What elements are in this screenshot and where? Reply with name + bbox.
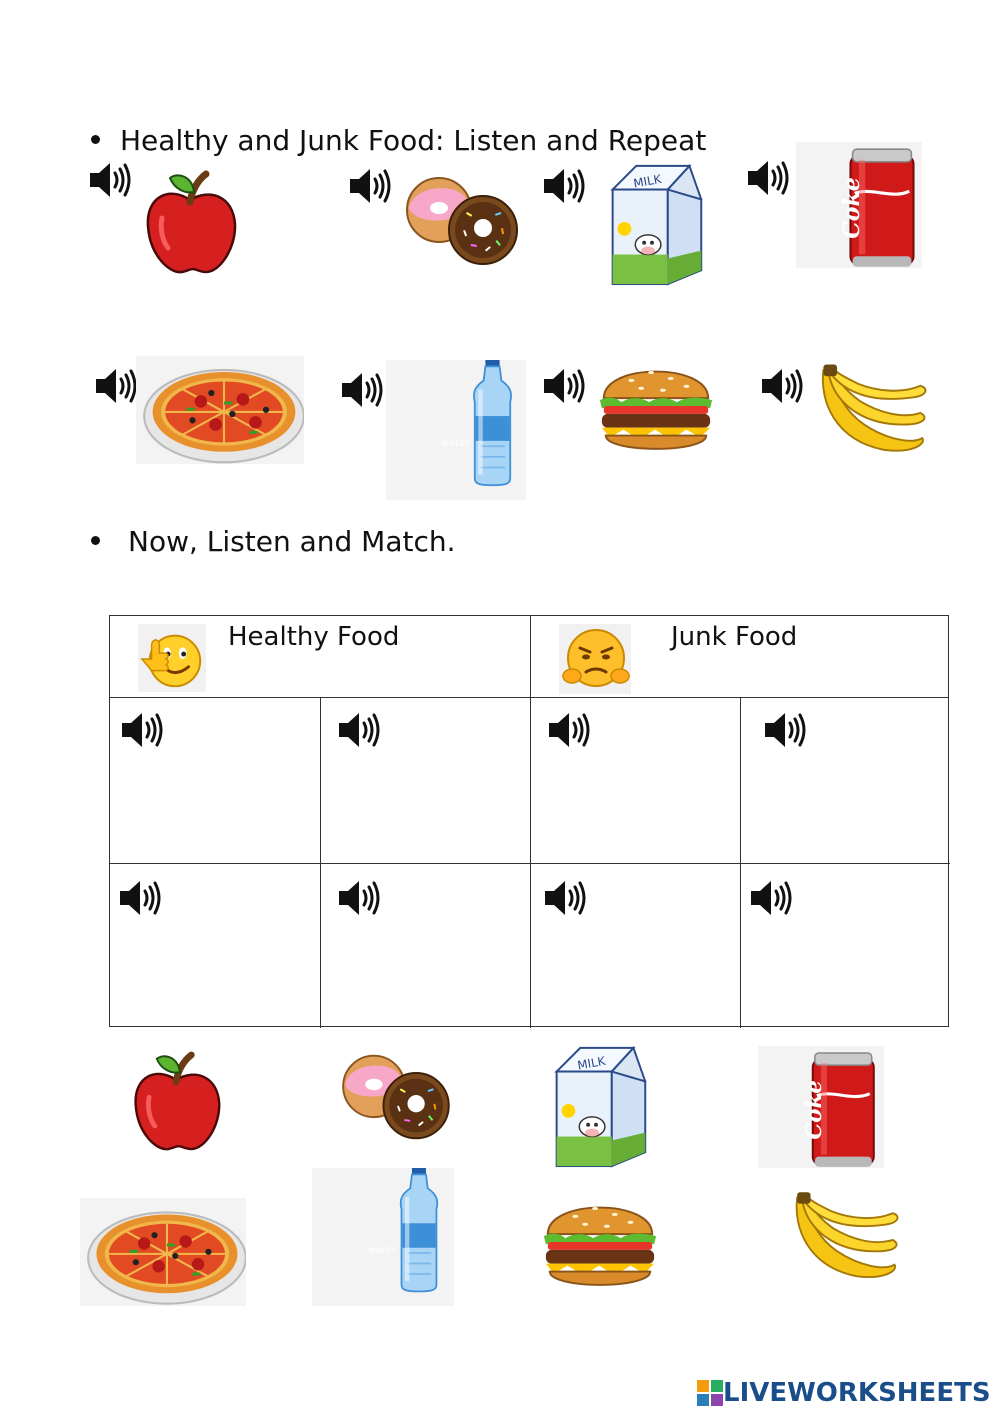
instruction-listen-match: [91, 525, 456, 559]
coke-label: Coke: [802, 1080, 827, 1140]
donuts-image: [400, 170, 522, 270]
coke-can-draggable[interactable]: [758, 1046, 884, 1168]
speaker-icon[interactable]: [542, 366, 588, 406]
healthy-food-label: Healthy Food: [228, 622, 400, 652]
speaker-icon[interactable]: [763, 710, 809, 750]
water-bottle-draggable[interactable]: [312, 1168, 454, 1306]
water-bottle-image: [386, 360, 526, 500]
junk-food-header: [530, 616, 950, 698]
speaker-icon[interactable]: [542, 166, 588, 206]
speaker-icon[interactable]: [337, 710, 383, 750]
donuts-draggable[interactable]: [336, 1048, 454, 1144]
pizza-image: [136, 356, 304, 464]
drop-cell[interactable]: [110, 863, 320, 1028]
water-label: water: [440, 438, 470, 449]
healthy-food-header: [110, 616, 530, 698]
apple-draggable[interactable]: [128, 1046, 224, 1158]
milk-carton-image: [598, 160, 708, 288]
junk-food-label: Junk Food: [671, 622, 798, 652]
milk-label: MILK: [632, 171, 663, 191]
speaker-icon[interactable]: [543, 878, 589, 918]
drop-cell[interactable]: [530, 698, 740, 863]
drop-cell[interactable]: [530, 863, 740, 1028]
drop-cell[interactable]: [320, 698, 530, 863]
speaker-icon[interactable]: [94, 366, 140, 406]
bananas-draggable[interactable]: [780, 1190, 904, 1286]
bullet-dot: [91, 135, 100, 144]
drop-cell[interactable]: [320, 863, 530, 1028]
speaker-icon[interactable]: [746, 158, 792, 198]
bananas-image: [806, 362, 932, 460]
burger-image: [592, 352, 720, 462]
coke-label: Coke: [839, 177, 865, 239]
speaker-icon[interactable]: [120, 710, 166, 750]
pizza-draggable[interactable]: [80, 1198, 246, 1306]
speaker-icon[interactable]: [760, 366, 806, 406]
instruction-text: Healthy and Junk Food: Listen and Repeat: [120, 124, 707, 157]
annoyed-emoji-icon: [559, 624, 631, 694]
apple-image: [140, 168, 240, 278]
coke-can-image: [796, 142, 922, 268]
drop-cell[interactable]: [110, 698, 320, 863]
liveworksheets-logo-icon: [697, 1380, 723, 1406]
liveworksheets-logo: [697, 1377, 991, 1409]
speaker-icon[interactable]: [348, 166, 394, 206]
speaker-icon[interactable]: [340, 370, 386, 410]
drop-cell[interactable]: [740, 863, 950, 1028]
water-label: water: [367, 1244, 397, 1256]
speaker-icon[interactable]: [547, 710, 593, 750]
milk-label: MILK: [576, 1053, 607, 1073]
speaker-icon[interactable]: [749, 878, 795, 918]
sorting-table: [109, 615, 949, 1027]
drop-cell[interactable]: [740, 698, 950, 863]
instruction-listen-repeat: [91, 124, 706, 158]
speaker-icon[interactable]: [88, 160, 134, 200]
milk-carton-draggable[interactable]: [542, 1042, 652, 1170]
bullet-dot: [91, 536, 100, 545]
thumbs-up-emoji-icon: [138, 624, 206, 692]
liveworksheets-logo-text: LIVEWORKSHEETS: [723, 1378, 991, 1408]
burger-draggable[interactable]: [536, 1188, 664, 1298]
table-header-row: [110, 616, 948, 698]
speaker-icon[interactable]: [337, 878, 383, 918]
speaker-icon[interactable]: [118, 878, 164, 918]
instruction-text: Now, Listen and Match.: [128, 525, 456, 558]
